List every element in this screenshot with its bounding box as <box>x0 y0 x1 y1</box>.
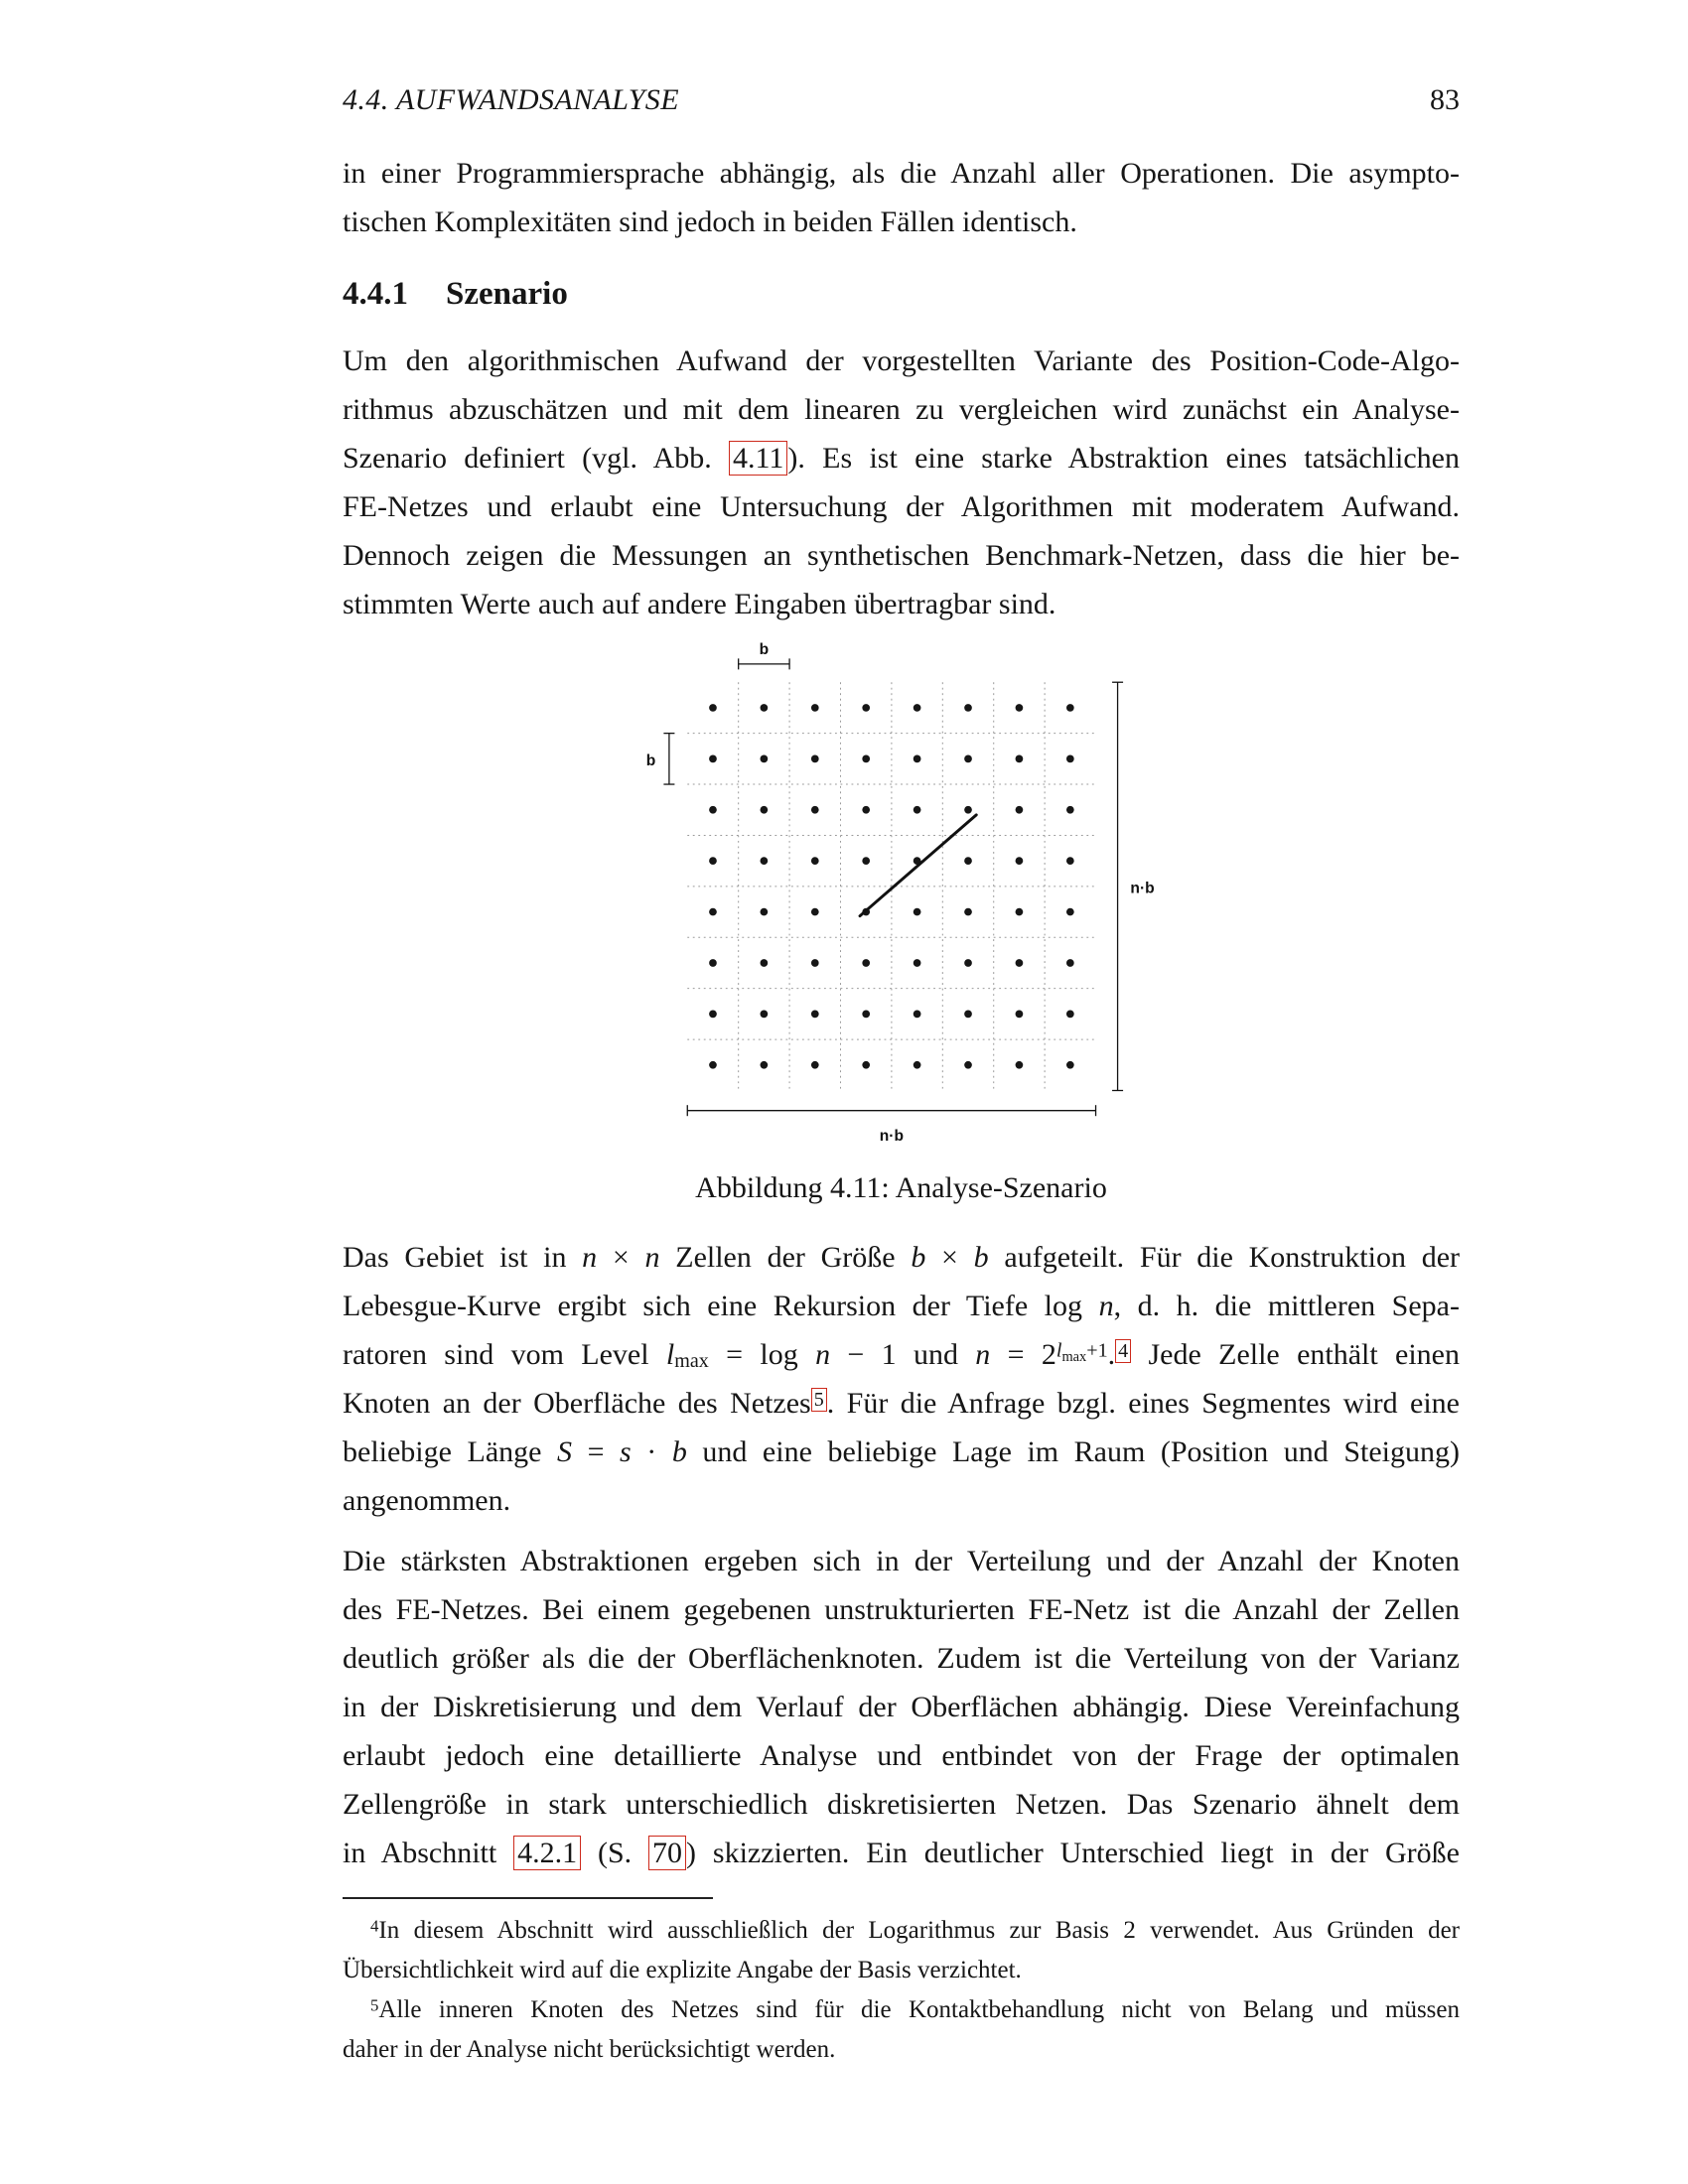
grid-dot <box>709 806 717 814</box>
grid-dot <box>1065 1011 1073 1019</box>
text-line: des FE-Netzes. Bei einem gegebenen unstrukturierten FE-Netz ist die Anzahl der Zellen <box>343 1593 1460 1627</box>
grid-dot <box>760 1011 768 1019</box>
grid-dot <box>709 704 717 712</box>
grid-dot <box>1065 806 1073 814</box>
text-line: erlaubt jedoch eine detaillierte Analyse und entbindet von der Frage der optimalen <box>343 1739 1460 1773</box>
text-segment: Alle inneren Knoten des Netzes sind für die Kontaktbehandlung nicht von Belang und müssen <box>378 1996 1460 2024</box>
grid-dot <box>964 754 972 762</box>
text-segment: − 1 und <box>830 1338 976 1372</box>
text-segment: × <box>925 1241 974 1275</box>
grid-dot <box>964 806 972 814</box>
grid-dot <box>913 1011 920 1019</box>
running-head <box>343 83 1460 117</box>
grid-dot <box>1065 908 1073 916</box>
grid-dot <box>913 908 920 916</box>
text-line: Um den algorithmischen Aufwand der vorgestellten Variante des Position-Code-Algo- <box>343 344 1460 377</box>
grid-dot <box>862 1011 870 1019</box>
text-line: tischen Komplexitäten sind jedoch in beiden Fällen identisch. <box>343 205 1077 238</box>
grid-dot <box>760 857 768 865</box>
text-segment: n <box>1098 1290 1114 1323</box>
paragraph-intro <box>343 149 1460 246</box>
grid-dot <box>1015 704 1023 712</box>
label-total-height: n·b <box>1129 880 1155 897</box>
bracket-total-height <box>1112 682 1123 1090</box>
text-line <box>343 1829 1460 1877</box>
text-segment: · <box>631 1435 672 1469</box>
grid-dot <box>1015 1011 1023 1019</box>
query-segment <box>860 815 976 916</box>
grid-dot <box>862 806 870 814</box>
text-segment: beliebige Länge <box>343 1435 558 1469</box>
grid-dot <box>760 704 768 712</box>
label-cell-width: b <box>759 640 769 658</box>
grid-dot <box>1015 754 1023 762</box>
text-segment: max <box>674 1350 709 1373</box>
text-line: deutlich größer als die der Oberflächenknoten. Zudem ist die Verteilung von der Varianz <box>343 1642 1460 1676</box>
label-total-width: n·b <box>879 1127 904 1145</box>
grid-dot <box>760 806 768 814</box>
grid-dot <box>913 806 920 814</box>
grid-dot <box>1015 959 1023 967</box>
grid-dot <box>964 908 972 916</box>
text-segment: l <box>1055 1339 1062 1362</box>
text-segment: n <box>975 1338 991 1372</box>
footnote-ref-5[interactable]: 5 <box>811 1388 827 1412</box>
text-segment: S <box>557 1435 573 1469</box>
grid-dot <box>964 959 972 967</box>
grid-dot <box>862 704 870 712</box>
text-segment: Szenario definiert (vgl. Abb. <box>343 442 730 475</box>
text-segment: = log <box>708 1338 816 1372</box>
text-line <box>343 1379 1460 1428</box>
text-segment: (S. <box>581 1837 649 1870</box>
text-line: in einer Programmiersprache abhängig, als die Anzahl aller Operationen. Die asympto- <box>343 157 1460 190</box>
text-line: rithmus abzuschätzen und mit dem linearen zu vergleichen wird zunächst ein Analyse- <box>343 393 1460 426</box>
text-segment: b <box>911 1241 926 1275</box>
text-segment: Jede Zelle enthält einen <box>1131 1338 1460 1372</box>
text-line <box>343 434 1460 482</box>
text-line <box>343 1282 1460 1330</box>
figure-analysis-scenario <box>343 640 1460 1205</box>
page-number: 83 <box>1430 83 1460 116</box>
grid-dot <box>862 959 870 967</box>
grid-dot <box>964 704 972 712</box>
grid-dot <box>1015 806 1023 814</box>
text-segment: s <box>620 1435 632 1469</box>
grid-dot <box>709 857 717 865</box>
section-number: 4.4.1 <box>343 276 408 312</box>
grid-dot <box>760 1061 768 1069</box>
grid-dot <box>1065 1061 1073 1069</box>
figure-ref-4-11[interactable]: 4.11 <box>729 441 787 476</box>
text-segment: l <box>665 1338 675 1372</box>
text-segment: Zellen der Größe <box>659 1241 912 1275</box>
footnote-4-line: Übersichtlichkeit wird auf die explizite Angabe der Basis verzichtet. <box>343 1957 1022 1984</box>
grid-dot <box>1065 704 1073 712</box>
grid-dot <box>760 754 768 762</box>
text-segment: , d. h. die mittleren Sepa- <box>1113 1290 1460 1323</box>
text-segment: = 2 <box>990 1338 1056 1372</box>
text-segment: In diesem Abschnitt wird ausschließlich der Logarithmus zur Basis 2 verwendet. Aus Gründen der <box>378 1917 1460 1945</box>
text-segment: und eine beliebige Lage im Raum (Position und Steigung) <box>686 1435 1460 1469</box>
bracket-cell-height <box>663 734 674 784</box>
text-segment: b <box>973 1241 989 1275</box>
grid-dot <box>709 1011 717 1019</box>
text-segment: b <box>671 1435 687 1469</box>
text-segment: × <box>597 1241 645 1275</box>
footnote-4-line <box>343 1911 1460 1951</box>
footnote-marker-5: 5 <box>370 1995 379 2015</box>
footnotes <box>343 1911 1460 2070</box>
footnote-5-line <box>343 1990 1460 2030</box>
grid-dot <box>1015 908 1023 916</box>
section-heading <box>343 276 1460 313</box>
text-line <box>343 1233 1460 1282</box>
text-line: Dennoch zeigen die Messungen an synthetischen Benchmark-Netzen, dass die hier be- <box>343 539 1460 572</box>
bracket-total-width <box>687 1105 1095 1116</box>
grid-dot <box>913 704 920 712</box>
grid-dot <box>1065 959 1073 967</box>
grid-dot <box>810 754 818 762</box>
grid-dot <box>760 908 768 916</box>
text-segment: aufgeteilt. Für die Konstruktion der <box>988 1241 1460 1275</box>
grid-dot <box>862 1061 870 1069</box>
footnote-ref-4[interactable]: 4 <box>1115 1339 1131 1363</box>
text-line: stimmten Werte auch auf andere Eingaben übertragbar sind. <box>343 588 1056 620</box>
paragraph-abstractions <box>343 1537 1460 1877</box>
text-segment: n <box>582 1241 598 1275</box>
grid-dot <box>709 754 717 762</box>
grid-dot <box>913 1061 920 1069</box>
grid-dot <box>1065 754 1073 762</box>
grid-dot <box>1015 1061 1023 1069</box>
grid-dot <box>862 857 870 865</box>
grid-dot <box>964 1011 972 1019</box>
paragraph-grid-definition <box>343 1233 1460 1525</box>
text-segment: Knoten an der Oberfläche des Netzes <box>343 1387 811 1421</box>
bracket-cell-width <box>738 658 788 669</box>
text-segment: ) skizzierten. Ein deutlicher Unterschied liegt in der Größe <box>686 1837 1460 1870</box>
text-segment: n <box>644 1241 660 1275</box>
grid-dot <box>760 959 768 967</box>
grid-dot <box>964 1061 972 1069</box>
text-segment: n <box>815 1338 831 1372</box>
grid-dot <box>810 806 818 814</box>
text-line: angenommen. <box>343 1484 511 1518</box>
grid-dot <box>913 754 920 762</box>
text-line: in der Diskretisierung und dem Verlauf der Oberflächen abhängig. Diese Vereinfachung <box>343 1691 1460 1724</box>
grid-dot <box>1015 857 1023 865</box>
grid-dashed-lines <box>687 682 1095 1090</box>
running-head-section: 4.4. AUFWANDSANALYSE <box>343 83 679 116</box>
grid-dot <box>810 704 818 712</box>
page-ref-70[interactable]: 70 <box>648 1836 686 1870</box>
grid-dot <box>810 959 818 967</box>
text-segment: ratoren sind vom Level <box>343 1338 666 1372</box>
grid-dot <box>709 959 717 967</box>
text-line: FE-Netzes und erlaubt eine Untersuchung der Algorithmen mit moderatem Aufwand. <box>343 490 1460 523</box>
grid-dot <box>709 908 717 916</box>
footnote-5-line: daher in der Analyse nicht berücksichtigt werden. <box>343 2036 836 2064</box>
grid-dot <box>810 1011 818 1019</box>
text-segment: Lebesgue-Kurve ergibt sich eine Rekursion der Tiefe log <box>343 1290 1099 1323</box>
text-segment: Das Gebiet ist in <box>343 1241 583 1275</box>
label-cell-height: b <box>645 751 655 769</box>
figure-caption: Abbildung 4.11: Analyse-Szenario <box>695 1171 1107 1205</box>
footnote-rule <box>343 1897 713 1899</box>
grid-dot <box>1065 857 1073 865</box>
text-line: Zellengröße in stark unterschiedlich diskretisierten Netzen. Das Szenario ähnelt dem <box>343 1788 1460 1822</box>
grid-dot <box>810 908 818 916</box>
grid-dot <box>862 754 870 762</box>
section-title: Szenario <box>446 276 568 312</box>
analysis-scenario-svg <box>624 640 1180 1149</box>
text-segment: . Für die Anfrage bzgl. eines Segmentes wird eine <box>826 1387 1461 1421</box>
text-line <box>343 1428 1460 1476</box>
text-segment: ). Es ist eine starke Abstraktion eines tatsächlichen <box>787 442 1460 475</box>
grid-dot <box>964 857 972 865</box>
text-segment: in Abschnitt <box>343 1837 514 1870</box>
text-segment: max <box>1061 1349 1087 1366</box>
text-segment: +1 <box>1086 1339 1108 1362</box>
text-segment: = <box>572 1435 621 1469</box>
section-ref-4-2-1[interactable]: 4.2.1 <box>513 1836 581 1870</box>
grid-dot <box>913 959 920 967</box>
grid-dot <box>810 857 818 865</box>
paragraph-scenario <box>343 337 1460 628</box>
text-line: Die stärksten Abstraktionen ergeben sich in der Verteilung und der Anzahl der Knoten <box>343 1545 1460 1578</box>
grid-dot <box>810 1061 818 1069</box>
grid-dot <box>709 1061 717 1069</box>
text-segment: . <box>1107 1338 1116 1372</box>
text-line <box>343 1330 1460 1379</box>
footnote-marker-4: 4 <box>370 1916 379 1936</box>
